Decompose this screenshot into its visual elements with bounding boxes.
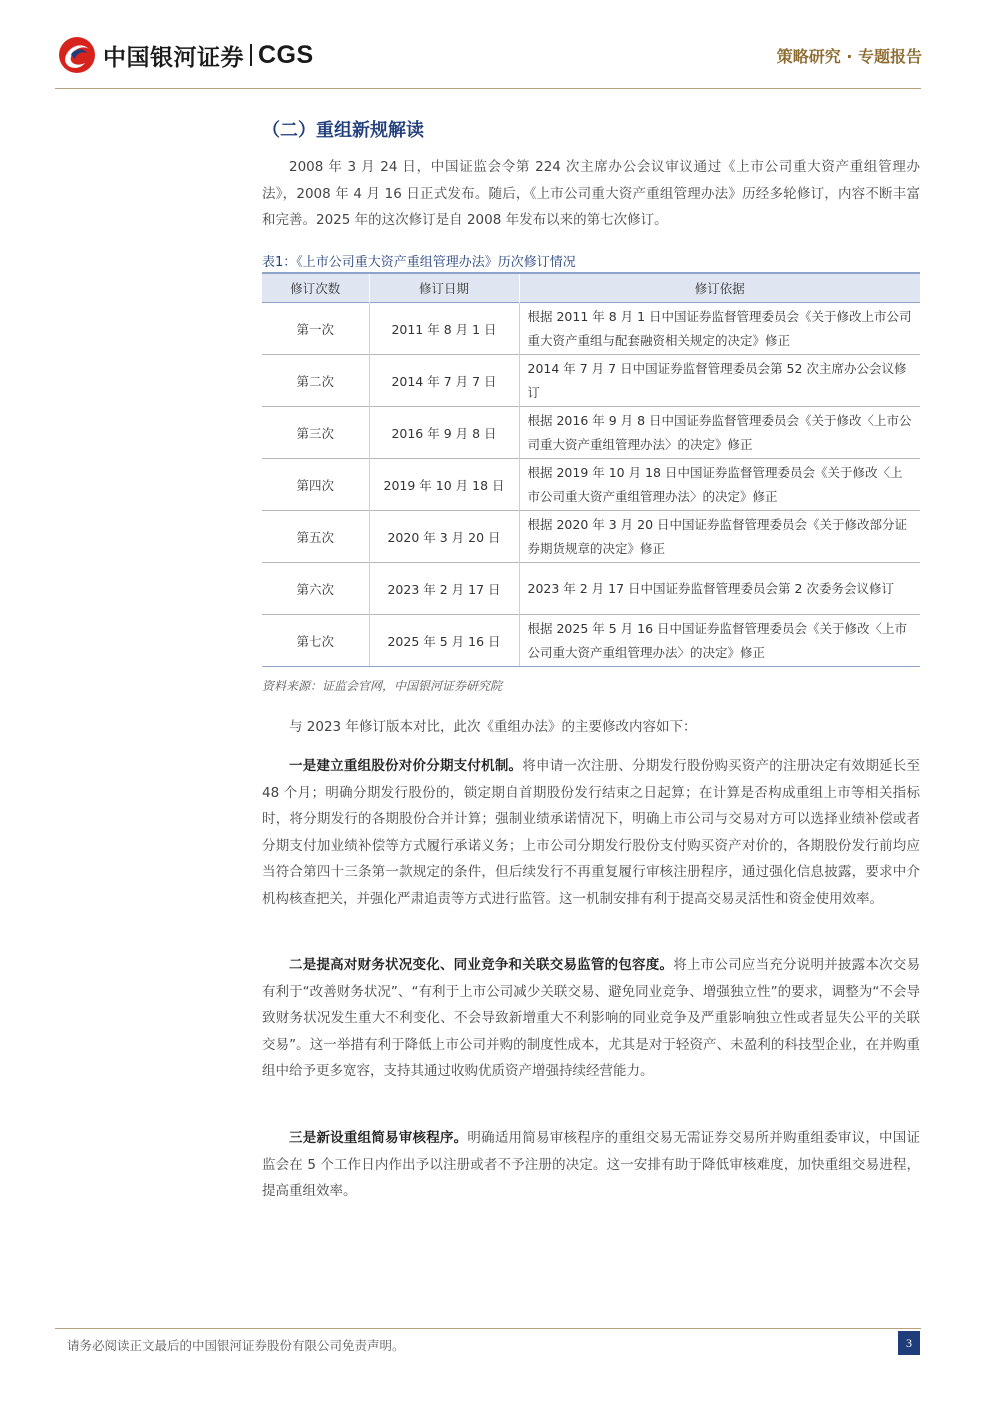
cell-revision-date: 2020 年 3 月 20 日 bbox=[369, 511, 519, 563]
cell-revision-count: 第一次 bbox=[262, 303, 369, 355]
table-row bbox=[262, 407, 920, 459]
cell-revision-basis: 根据 2020 年 3 月 20 日中国证券监督管理委员会《关于修改部分证券期货规章的决定》修正 bbox=[519, 511, 920, 563]
cell-revision-basis: 根据 2025 年 5 月 16 日中国证券监督管理委员会《关于修改〈上市公司重大资产重组管理办法〉的决定》修正 bbox=[519, 615, 920, 667]
header-revision-basis: 修订依据 bbox=[519, 274, 920, 303]
header-revision-count: 修订次数 bbox=[262, 274, 369, 303]
cell-revision-count: 第三次 bbox=[262, 407, 369, 459]
table-header-row bbox=[262, 274, 920, 303]
cell-revision-basis: 2014 年 7 月 7 日中国证券监督管理委员会第 52 次主席办公会议修订 bbox=[519, 355, 920, 407]
table-source: 资料来源：证监会官网，中国银河证券研究院 bbox=[262, 679, 503, 693]
compare-intro-paragraph: 与 2023 年修订版本对比，此次《重组办法》的主要修改内容如下： bbox=[289, 719, 697, 735]
section-title: （二）重组新规解读 bbox=[262, 120, 424, 141]
cell-revision-count: 第六次 bbox=[262, 563, 369, 615]
point-body-2: 将上市公司应当充分说明并披露本次交易有利于“改善财务状况”、“有利于上市公司减少关联交易、避免同业竞争、增强独立性”的要求，调整为“不会导致财务状况发生重大不利变化、不会导致新增重大不利影响的同业竞争及严重影响独立性或者显失公平的关联交易”。这一举措有利于降低上市公司并购的制度性成本，尤其是对于轻资产、未盈利的科技型企业，在并购重组中给予更多宽容，支持其通过收购优质资产增强持续经营能力。 bbox=[262, 957, 921, 1079]
cell-revision-date: 2016 年 9 月 8 日 bbox=[369, 407, 519, 459]
cell-revision-count: 第二次 bbox=[262, 355, 369, 407]
cell-revision-date: 2014 年 7 月 7 日 bbox=[369, 355, 519, 407]
brand-logo bbox=[57, 35, 314, 75]
cell-revision-date: 2025 年 5 月 16 日 bbox=[369, 615, 519, 667]
revision-table bbox=[262, 272, 920, 667]
cell-revision-basis: 根据 2011 年 8 月 1 日中国证券监督管理委员会《关于修改上市公司重大资产重组与配套融资相关规定的决定》修正 bbox=[519, 303, 920, 355]
point-body-1: 将申请一次注册、分期发行股份购买资产的注册决定有效期延长至 48 个月；明确分期发行股份的，锁定期自首期股份发行结束之日起算；在计算是否构成重组上市等相关指标时，将分期发行的各期股份合并计算；强制业绩承诺情况下，明确上市公司与交易对方可以选择业绩补偿或者分期支付加业绩补偿等方式履行承诺义务；上市公司分期发行股份支付购买资产对价的，各期股份发行前均应当符合第四十三条第一款规定的条件，但后续发行不再重复履行审核注册程序，通过强化信息披露，要求中介机构核查把关，并强化严肃追责等方式进行监管。这一机制安排有利于提高交易灵活性和资金使用效率。 bbox=[262, 758, 921, 907]
cell-revision-count: 第五次 bbox=[262, 511, 369, 563]
cell-revision-basis: 2023 年 2 月 17 日中国证券监督管理委员会第 2 次委务会议修订 bbox=[519, 563, 920, 615]
cell-revision-basis: 根据 2019 年 10 月 18 日中国证券监督管理委员会《关于修改〈上市公司重大资产重组管理办法〉的决定》修正 bbox=[519, 459, 920, 511]
footer-divider bbox=[55, 1328, 921, 1329]
table-row bbox=[262, 459, 920, 511]
cell-revision-basis: 根据 2016 年 9 月 8 日中国证券监督管理委员会《关于修改〈上市公司重大资产重组管理办法〉的决定》修正 bbox=[519, 407, 920, 459]
point-heading-1: 一是建立重组股份对价分期支付机制。 bbox=[289, 758, 523, 774]
page-number: 3 bbox=[898, 1331, 920, 1355]
table-row bbox=[262, 511, 920, 563]
point-paragraph-2 bbox=[262, 952, 920, 1085]
cell-revision-count: 第七次 bbox=[262, 615, 369, 667]
point-heading-3: 三是新设重组简易审核程序。 bbox=[289, 1130, 468, 1146]
point-body-3: 明确适用简易审核程序的重组交易无需证券交易所并购重组委审议，中国证监会在 5 个工作日内作出予以注册或者不予注册的决定。这一安排有助于降低审核难度，加快重组交易进程，提高重组效率。 bbox=[262, 1130, 921, 1199]
cell-revision-date: 2023 年 2 月 17 日 bbox=[369, 563, 519, 615]
table-row bbox=[262, 563, 920, 615]
table-caption: 表1：《上市公司重大资产重组管理办法》历次修订情况 bbox=[262, 255, 576, 270]
point-paragraph-3 bbox=[262, 1125, 920, 1205]
table-row bbox=[262, 303, 920, 355]
table-row bbox=[262, 615, 920, 667]
cgs-swirl-logo-icon bbox=[57, 35, 97, 75]
page-header bbox=[0, 0, 992, 90]
report-category: 策略研究 · 专题报告 bbox=[776, 47, 922, 66]
cell-revision-date: 2019 年 10 月 18 日 bbox=[369, 459, 519, 511]
intro-paragraph: 2008 年 3 月 24 日，中国证监会令第 224 次主席办公会议审议通过《上市公司重大资产重组管理办法》，2008 年 4 月 16 日正式发布。随后，《上市公司重大资产重组管理办法》历经多轮修订，内容不断丰富和完善。2025 年的这次修订是自 2008 年发布以来的第七次修订。 bbox=[262, 159, 920, 228]
cell-revision-count: 第四次 bbox=[262, 459, 369, 511]
point-heading-2: 二是提高对财务状况变化、同业竞争和关联交易监管的包容度。 bbox=[289, 957, 674, 973]
logo-separator bbox=[250, 44, 252, 66]
header-divider bbox=[55, 88, 921, 89]
header-revision-date: 修订日期 bbox=[369, 274, 519, 303]
table-row bbox=[262, 355, 920, 407]
point-paragraph-1 bbox=[262, 753, 920, 912]
logo-cn-text: 中国银河证券 bbox=[103, 44, 244, 71]
footer-disclaimer: 请务必阅读正文最后的中国银河证券股份有限公司免责声明。 bbox=[67, 1338, 405, 1353]
logo-en-text: CGS bbox=[258, 40, 314, 69]
cell-revision-date: 2011 年 8 月 1 日 bbox=[369, 303, 519, 355]
